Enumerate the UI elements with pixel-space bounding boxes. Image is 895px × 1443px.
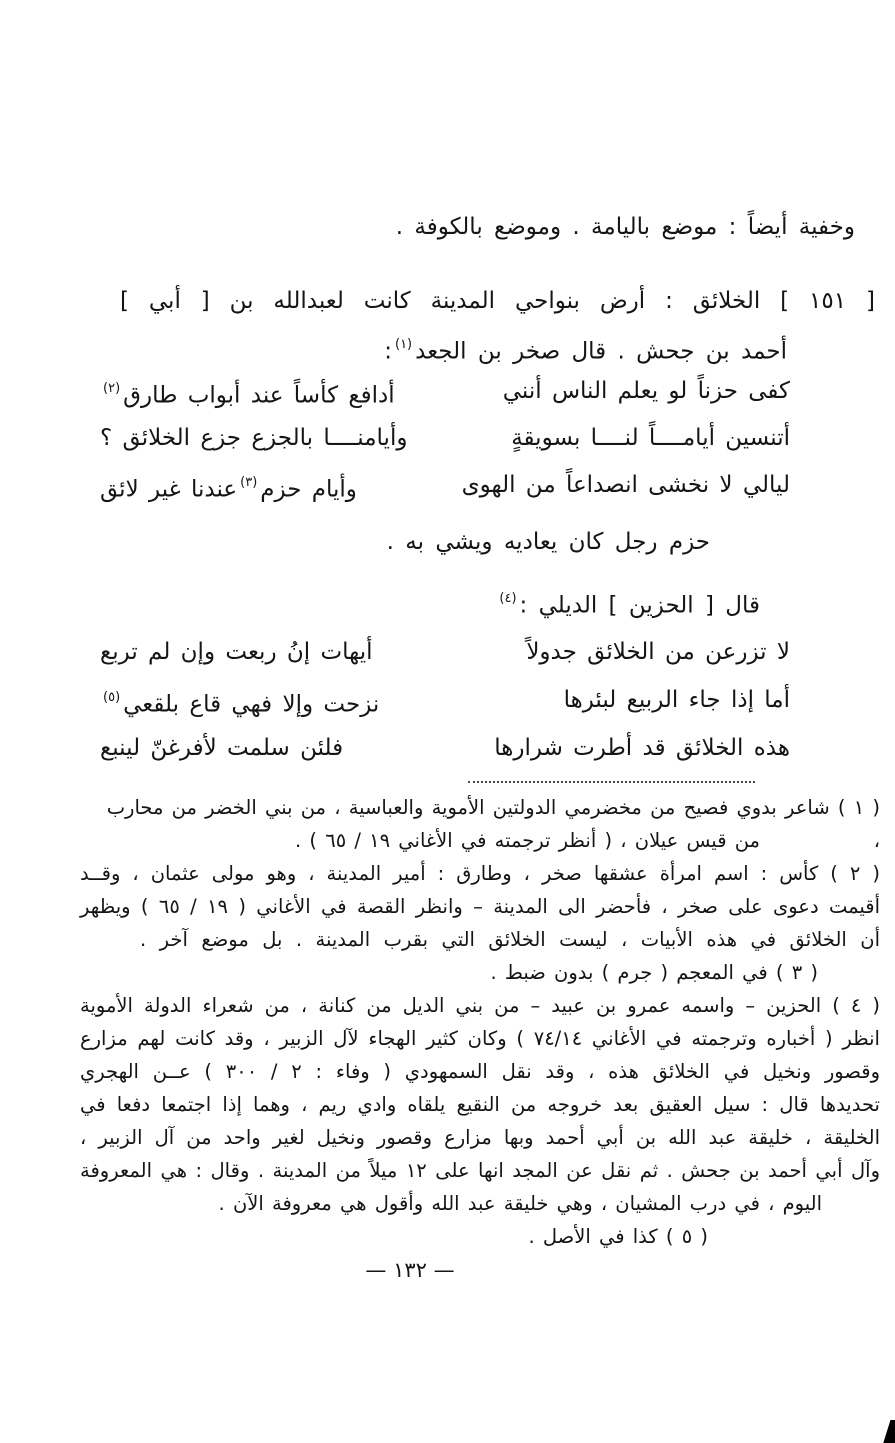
hemistich-right: هذه الخلائق قد أطرت شرارها [494, 735, 790, 761]
hemistich-left: فلئن سلمت لأفرغنّ لينبع [100, 735, 344, 761]
verse-row [100, 731, 790, 779]
footnote-line: ( ١ ) شاعر بدوي فصيح من مخضرمي الدولتين الأموية والعباسية ، من بني الخضر من محارب ، [106, 796, 880, 852]
poem-2 [100, 635, 790, 779]
page-number: — ١٣٢ — [365, 1258, 455, 1282]
hemistich-left-text: أدافع كأساً عند أبواب طارق [123, 382, 395, 409]
gloss-line: حزم رجل كان يعاديه ويشي به . [386, 529, 710, 555]
footnote-line: ( ٤ ) الحزين – واسمه عمرو بن عبيد – من بني الديل من كنانة ، من شعراء الدولة الأموية [80, 994, 881, 1017]
qala-text: قال [ الحزين ] الديلي : [519, 592, 760, 619]
hemistich-right: كفى حزناً لو يعلم الناس أنني [502, 378, 790, 404]
entry-line-1: [ ١٥١ ] الخلائق : أرض بنواحي المدينة كانت لعبدالله بن [ أبي ] [120, 288, 875, 314]
footnote-line: أن الخلائق في هذه الأبيات ، ليست الخلائق التي بقرب المدينة . بل موضع آخر . [140, 928, 880, 951]
hemistich-left [100, 374, 395, 413]
hemistich-left-text: نزحت وإلا فهي قاع بلقعي [123, 691, 380, 718]
footnote-line: وآل أبي أحمد بن جحش . ثم نقل عن المجد انها على ١٢ ميلاً من المدينة . وقال : هي المعروفة [80, 1159, 880, 1182]
footnote-line: ( ٣ ) في المعجم ( جرم ) بدون ضبط . [490, 961, 818, 984]
footnotes [80, 791, 880, 1253]
verse-row [100, 635, 790, 683]
verse-row [100, 374, 790, 421]
hemistich-right: لا تزرعن من الخلائق جدولاً [526, 639, 790, 665]
hemistich-left-text: وأيام حزم [260, 476, 357, 503]
verse-row [100, 683, 790, 731]
footnote-line: من قيس عيلان ، ( أنظر ترجمته في الأغاني ١٩ / ٦٥ ) . [295, 829, 760, 852]
hemistich-right: أما إذا جاء الربيع لبئرها [563, 687, 790, 713]
footnote-ref-4: (٤) [499, 591, 517, 606]
verse-row [100, 468, 790, 515]
verse-row [100, 421, 790, 468]
hemistich-left [100, 683, 379, 722]
footnote-line: أقيمت دعوى على صخر ، فأحضر الى المدينة – وانظر القصة في الأغاني ( ١٩ / ٦٥ ) ويظهر [80, 895, 880, 918]
hemistich-right: أتنسين أيامــــاً لنــــا بسويقةٍ [511, 425, 790, 451]
hemistich-left: وأيامنــــا بالجزع جزع الخلائق ؟ [100, 425, 408, 451]
footnote-line: تحديدها قال : سيل العقيق بعد خروجه من النقيع يلقاه وادي ريم ، وهما إذا اجتمعا دفعا في [80, 1093, 880, 1116]
footnote-line: وقصور ونخيل في الخلائق هذه ، وقد نقل السمهودي ( وفاء : ٢ / ٣٠٠ ) عــن الهجري [80, 1060, 881, 1083]
poem-1 [100, 374, 790, 515]
entry-line-2-colon: : [384, 338, 392, 365]
footnote-line: ( ٥ ) كذا في الأصل . [528, 1225, 708, 1248]
qala-line [496, 584, 760, 623]
entry-line-2-text: أحمد بن جحش . قال صخر بن الجعد [415, 338, 787, 365]
footnote-separator [468, 781, 755, 783]
page-corner-mark [882, 1420, 895, 1443]
hemistich-left-text: عندنا غير لائق [100, 476, 238, 503]
hemistich-left: أيهات إنُ ربعت وإن لم تربع [100, 639, 373, 665]
footnote-ref-3: (٣) [240, 475, 258, 490]
footnote-line: اليوم ، في درب المشيان ، وهي خليقة عبد الله وأقول هي معروفة الآن . [218, 1192, 822, 1215]
footnote-ref-5: (٥) [103, 690, 121, 705]
footnote-ref-1: (١) [394, 337, 413, 352]
intro-line: وخفية أيضاً : موضع باليامة . وموضع بالكوفة . [395, 214, 855, 240]
footnote-ref-2: (٢) [103, 381, 121, 396]
footnote-line: انظر ( أخباره وترجمته في الأغاني ٧٤/١٤ ) وكان كثير الهجاء لآل الزبير ، وقد كانت لهم مزارع [80, 1027, 880, 1050]
footnote-line: الخليقة ، خليقة عبد الله بن أبي أحمد وبها مزارع وقصور ونخيل لغير واحد من آل الزبير ، [80, 1126, 880, 1149]
footnote-line: ( ٢ ) كأس : اسم امرأة عشقها صخر ، وطارق : أمير المدينة ، وهو مولى عثمان ، وقــد [80, 862, 880, 885]
hemistich-right: ليالي لا نخشى انصداعاً من الهوى [461, 472, 790, 498]
hemistich-left [100, 468, 357, 507]
entry-line-2 [384, 330, 787, 369]
